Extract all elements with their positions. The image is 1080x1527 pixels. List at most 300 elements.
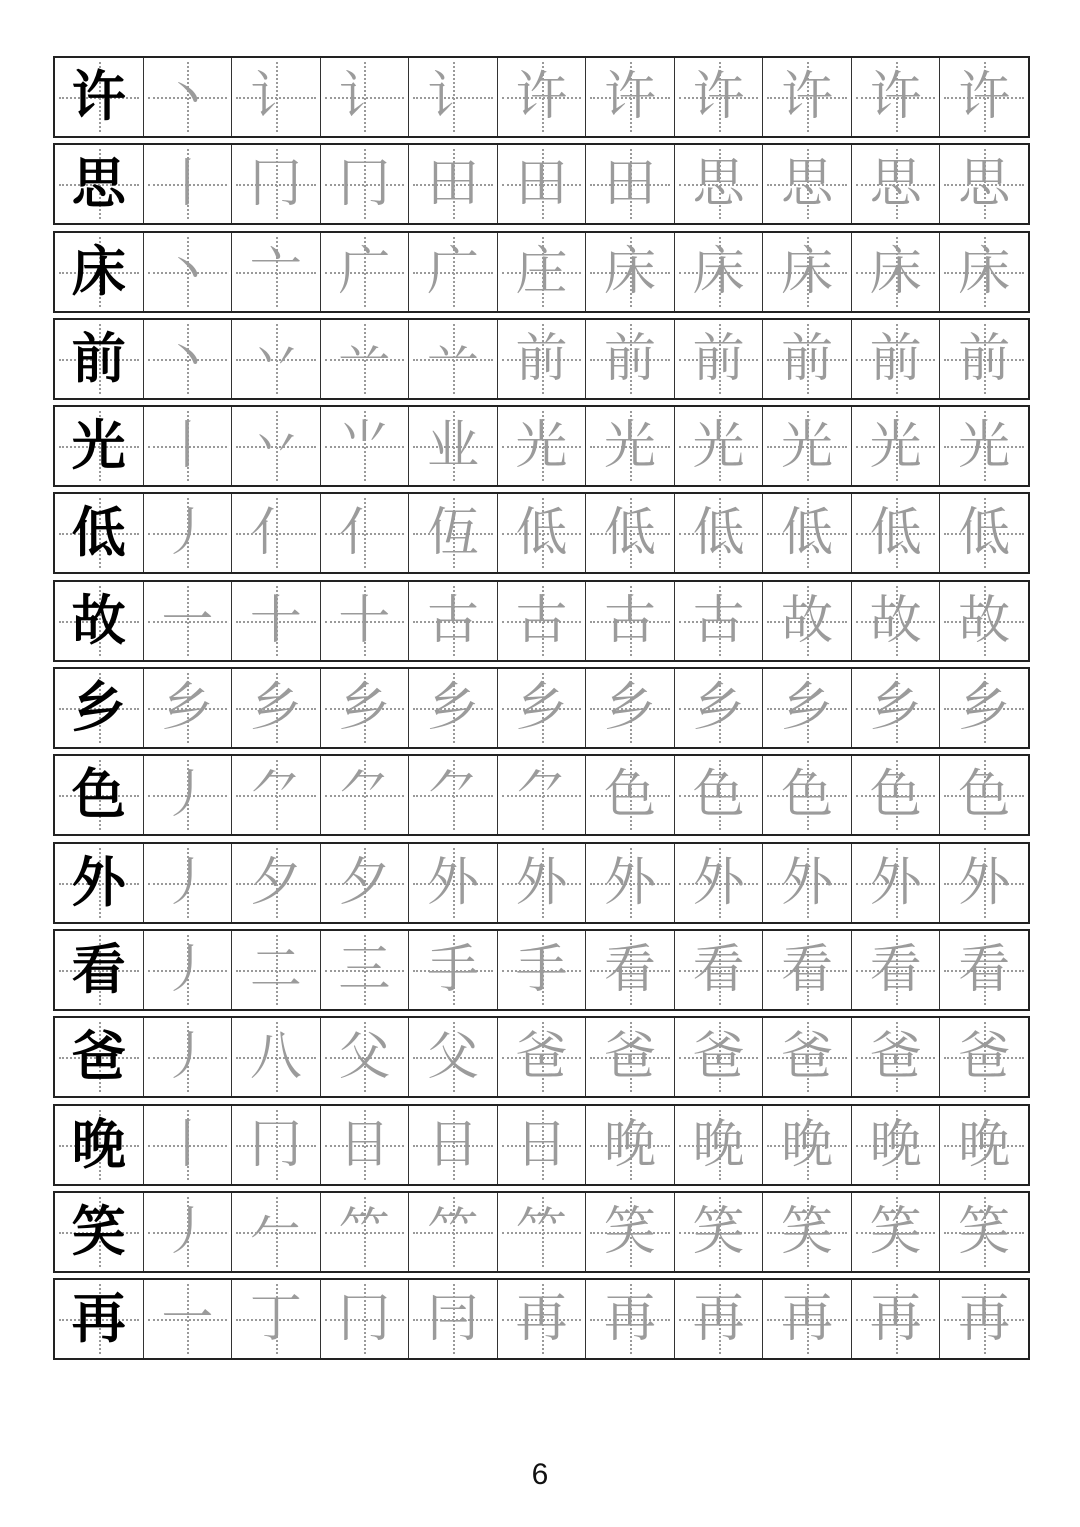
stroke-order-cell [852,582,941,660]
stroke-step-character: 外 [426,852,479,913]
stroke-order-cell [144,1018,233,1096]
stroke-step-character: 田 [604,154,657,215]
stroke-order-cell [852,844,941,922]
stroke-step-character: 乡 [249,678,302,739]
stroke-order-cell [675,145,764,223]
stroke-order-cell [498,494,587,572]
stroke-order-cell [144,407,233,485]
stroke-order-cell [586,1018,675,1096]
stroke-step-character: 色 [781,765,834,826]
stroke-order-cell [940,582,1028,660]
stroke-order-cell [763,756,852,834]
stroke-step-character: 看 [692,939,745,1000]
stroke-order-cell [409,233,498,311]
stroke-step-character: 日 [338,1114,391,1175]
stroke-order-cell [586,145,675,223]
stroke-order-cell [498,1106,587,1184]
stroke-step-character: 光 [604,416,657,477]
model-character-cell [55,1193,144,1271]
stroke-order-cell [940,145,1028,223]
stroke-order-cell [763,931,852,1009]
stroke-step-character: 丨 [161,154,214,215]
stroke-step-character: 光 [515,416,568,477]
stroke-step-character: 笑 [692,1201,745,1262]
stroke-order-cell [498,58,587,136]
stroke-step-character: 讠 [338,67,391,127]
stroke-step-character: 再 [692,1289,745,1350]
stroke-order-cell [232,407,321,485]
stroke-order-cell [675,1106,764,1184]
stroke-order-cell [675,931,764,1009]
stroke-order-cell [586,1280,675,1358]
stroke-order-cell [940,931,1028,1009]
stroke-order-cell [852,669,941,747]
model-character: 前 [71,326,126,390]
stroke-step-character: 丿 [161,765,214,826]
stroke-step-character: 亻 [249,503,302,564]
stroke-step-character: ⺈ [249,765,302,826]
stroke-order-cell [232,58,321,136]
stroke-order-cell [852,407,941,485]
stroke-step-character: 庄 [515,241,568,302]
stroke-order-cell [763,58,852,136]
stroke-step-character: 晚 [781,1114,834,1175]
stroke-order-cell [763,494,852,572]
stroke-order-cell [940,407,1028,485]
stroke-step-character: 再 [604,1289,657,1350]
stroke-step-character: 思 [958,154,1011,215]
practice-row [53,405,1030,487]
stroke-step-character: 讠 [426,67,479,127]
stroke-step-character: 爸 [604,1027,657,1088]
stroke-order-cell [409,582,498,660]
stroke-step-character: 乡 [515,678,568,739]
stroke-step-character: 乡 [161,678,214,739]
stroke-step-character: 低 [604,503,657,564]
stroke-order-cell [321,1193,410,1271]
stroke-order-cell [675,1193,764,1271]
stroke-step-character: 古 [515,590,568,651]
stroke-order-cell [409,1018,498,1096]
model-character: 许 [71,65,126,128]
practice-row [53,580,1030,662]
stroke-order-cell [232,494,321,572]
model-character-cell [55,145,144,223]
stroke-order-cell [232,756,321,834]
stroke-step-character: 爸 [515,1027,568,1088]
stroke-step-character: ⺮ [338,1201,391,1262]
practice-row [53,231,1030,313]
practice-row [53,1016,1030,1098]
stroke-step-character: 床 [869,241,922,302]
stroke-step-character: ⺮ [515,1201,568,1262]
stroke-step-character: 夕 [249,852,302,913]
stroke-order-cell [232,844,321,922]
stroke-step-character: 丨 [161,1114,214,1175]
stroke-order-cell [940,844,1028,922]
stroke-step-character: 再 [869,1289,922,1350]
stroke-step-character: 看 [604,939,657,1000]
stroke-step-character: 冂 [249,154,302,215]
stroke-step-character: 古 [426,590,479,651]
stroke-step-character: 䒑 [338,328,391,389]
stroke-step-character: 再 [781,1289,834,1350]
stroke-step-character: 许 [869,67,922,127]
stroke-step-character: 爸 [781,1027,834,1088]
stroke-step-character: 夕 [338,852,391,913]
stroke-step-character: 笑 [958,1201,1011,1262]
stroke-order-cell [321,582,410,660]
stroke-order-cell [409,931,498,1009]
model-character: 看 [71,937,126,1001]
stroke-step-character: 二 [249,939,302,1000]
stroke-step-character: 外 [692,852,745,913]
stroke-step-character: 亻 [338,503,391,564]
stroke-order-cell [675,233,764,311]
stroke-order-cell [763,1193,852,1271]
stroke-order-cell [852,233,941,311]
stroke-order-cell [763,407,852,485]
stroke-step-character: 前 [958,328,1011,389]
stroke-step-character: 前 [869,328,922,389]
stroke-order-cell [498,931,587,1009]
model-character-cell [55,669,144,747]
model-character-cell [55,1018,144,1096]
stroke-step-character: 乡 [781,678,834,739]
stroke-order-cell [498,145,587,223]
stroke-order-cell [144,582,233,660]
stroke-order-cell [675,1280,764,1358]
stroke-order-cell [232,1193,321,1271]
model-character: 爸 [71,1025,126,1089]
practice-row [53,842,1030,924]
stroke-step-character: 看 [781,939,834,1000]
stroke-order-cell [498,233,587,311]
stroke-order-cell [409,1280,498,1358]
stroke-step-character: 乡 [958,678,1011,739]
stroke-order-cell [586,58,675,136]
stroke-order-cell [498,1280,587,1358]
stroke-step-character: 一 [161,590,214,651]
stroke-step-character: ⺌ [338,416,391,477]
practice-row [53,1104,1030,1186]
stroke-order-cell [144,494,233,572]
stroke-order-cell [498,1193,587,1271]
stroke-order-cell [144,1106,233,1184]
model-character-cell [55,931,144,1009]
stroke-step-character: 乡 [338,678,391,739]
stroke-step-character: 许 [604,67,657,127]
model-character: 笑 [71,1199,126,1263]
stroke-step-character: 古 [692,590,745,651]
stroke-step-character: 色 [604,765,657,826]
stroke-order-cell [144,669,233,747]
stroke-step-character: 𠂉 [249,1201,302,1262]
stroke-step-character: 床 [692,241,745,302]
stroke-step-character: 乡 [426,678,479,739]
stroke-step-character: 光 [869,416,922,477]
stroke-step-character: 丨 [161,416,214,477]
stroke-order-cell [232,582,321,660]
stroke-step-character: 冃 [426,1289,479,1350]
model-character: 乡 [71,676,126,740]
stroke-order-cell [144,320,233,398]
stroke-step-character: 亠 [249,241,302,302]
stroke-order-cell [675,844,764,922]
stroke-order-cell [586,233,675,311]
stroke-order-cell [940,1193,1028,1271]
stroke-step-character: 看 [869,939,922,1000]
stroke-order-cell [144,844,233,922]
model-character-cell [55,582,144,660]
model-character: 外 [71,850,126,914]
stroke-order-cell [675,494,764,572]
stroke-order-cell [586,320,675,398]
stroke-order-cell [409,1106,498,1184]
stroke-step-character: 䒑 [426,328,479,389]
practice-row [53,667,1030,749]
stroke-step-character: 思 [869,154,922,215]
stroke-step-character: 许 [958,67,1011,127]
stroke-step-character: 看 [958,939,1011,1000]
model-character: 故 [71,588,126,652]
stroke-step-character: 广 [338,241,391,302]
stroke-order-cell [763,1280,852,1358]
stroke-order-cell [232,669,321,747]
stroke-order-cell [321,1106,410,1184]
stroke-step-character: 日 [426,1114,479,1175]
stroke-step-character: 光 [692,416,745,477]
stroke-step-character: 古 [604,590,657,651]
stroke-order-cell [321,756,410,834]
stroke-step-character: 八 [249,1027,302,1088]
stroke-step-character: 乡 [869,678,922,739]
stroke-step-character: 仾 [426,503,479,564]
stroke-step-character: 爸 [869,1027,922,1088]
stroke-order-cell [321,844,410,922]
stroke-step-character: 思 [781,154,834,215]
stroke-step-character: 外 [869,852,922,913]
stroke-step-character: 一 [161,1289,214,1350]
stroke-step-character: ⺮ [426,1201,479,1262]
stroke-order-cell [763,1106,852,1184]
stroke-step-character: 丶 [161,67,214,127]
stroke-order-cell [232,320,321,398]
stroke-step-character: ⺈ [515,765,568,826]
stroke-order-cell [409,407,498,485]
stroke-step-character: 床 [604,241,657,302]
stroke-order-cell [586,407,675,485]
stroke-step-character: 晚 [869,1114,922,1175]
stroke-step-character: 十 [249,590,302,651]
stroke-order-cell [586,756,675,834]
stroke-step-character: 外 [515,852,568,913]
stroke-order-cell [409,1193,498,1271]
stroke-step-character: 父 [426,1027,479,1088]
stroke-order-cell [321,58,410,136]
stroke-order-cell [321,669,410,747]
stroke-step-character: 乡 [692,678,745,739]
stroke-step-character: 晚 [604,1114,657,1175]
stroke-step-character: 丿 [161,852,214,913]
stroke-order-cell [675,1018,764,1096]
stroke-order-cell [763,582,852,660]
stroke-order-cell [232,1106,321,1184]
stroke-order-cell [586,494,675,572]
stroke-order-cell [852,1106,941,1184]
stroke-step-character: 晚 [958,1114,1011,1175]
stroke-order-cell [763,320,852,398]
model-character-cell [55,233,144,311]
stroke-order-cell [144,233,233,311]
stroke-step-character: 爸 [692,1027,745,1088]
stroke-order-cell [498,582,587,660]
model-character-cell [55,756,144,834]
stroke-step-character: 丷 [249,416,302,477]
stroke-order-cell [940,494,1028,572]
stroke-step-character: 乡 [604,678,657,739]
stroke-order-cell [940,1106,1028,1184]
stroke-order-cell [409,494,498,572]
stroke-step-character: 低 [958,503,1011,564]
stroke-order-cell [144,58,233,136]
stroke-order-cell [763,233,852,311]
stroke-step-character: 手 [515,939,568,1000]
stroke-order-cell [763,669,852,747]
stroke-order-cell [144,931,233,1009]
stroke-order-cell [321,233,410,311]
practice-row [53,929,1030,1011]
stroke-order-cell [675,320,764,398]
stroke-step-character: 前 [781,328,834,389]
stroke-step-character: 冂 [338,154,391,215]
stroke-step-character: 外 [781,852,834,913]
stroke-step-character: 手 [426,939,479,1000]
stroke-order-cell [498,320,587,398]
model-character: 思 [71,152,126,216]
stroke-step-character: 三 [338,939,391,1000]
stroke-order-cell [852,145,941,223]
stroke-order-cell [409,58,498,136]
stroke-step-character: 色 [958,765,1011,826]
stroke-step-character: 田 [426,154,479,215]
stroke-order-cell [498,1018,587,1096]
stroke-step-character: 笑 [781,1201,834,1262]
stroke-order-cell [675,756,764,834]
stroke-order-cell [321,320,410,398]
stroke-order-cell [409,844,498,922]
stroke-step-character: 再 [515,1289,568,1350]
stroke-step-character: 丶 [161,241,214,302]
stroke-step-character: 再 [958,1289,1011,1350]
stroke-step-character: 前 [604,328,657,389]
stroke-step-character: 故 [781,590,834,651]
practice-row [53,754,1030,836]
stroke-order-cell [852,1193,941,1271]
stroke-step-character: 讠 [249,67,302,127]
stroke-step-character: 十 [338,590,391,651]
stroke-order-cell [498,844,587,922]
stroke-step-character: 丿 [161,1201,214,1262]
stroke-step-character: 田 [515,154,568,215]
stroke-order-cell [586,582,675,660]
stroke-order-cell [586,669,675,747]
practice-row [53,492,1030,574]
stroke-order-cell [940,1280,1028,1358]
model-character: 再 [71,1287,126,1351]
practice-row [53,1278,1030,1360]
model-character: 光 [71,414,126,478]
stroke-order-cell [321,1018,410,1096]
practice-row [53,318,1030,400]
model-character-cell [55,320,144,398]
model-character-cell [55,58,144,136]
stroke-order-cell [763,1018,852,1096]
stroke-order-cell [586,1106,675,1184]
stroke-order-cell [852,320,941,398]
stroke-order-cell [675,669,764,747]
stroke-order-cell [409,145,498,223]
stroke-order-cell [852,931,941,1009]
stroke-order-cell [852,1280,941,1358]
stroke-step-character: 思 [692,154,745,215]
stroke-step-character: 广 [426,241,479,302]
stroke-step-character: 前 [692,328,745,389]
stroke-order-cell [232,1280,321,1358]
stroke-step-character: 许 [781,67,834,127]
stroke-step-character: 冂 [338,1289,391,1350]
stroke-step-character: 前 [515,328,568,389]
stroke-step-character: 笑 [869,1201,922,1262]
stroke-order-cell [852,1018,941,1096]
stroke-order-cell [144,1280,233,1358]
stroke-order-cell [940,233,1028,311]
stroke-step-character: 爸 [958,1027,1011,1088]
practice-row [53,56,1030,138]
model-character: 床 [71,239,126,303]
stroke-order-cell [144,145,233,223]
stroke-order-cell [409,669,498,747]
stroke-order-cell [586,1193,675,1271]
stroke-step-character: 笑 [604,1201,657,1262]
stroke-order-cell [232,233,321,311]
stroke-order-cell [763,145,852,223]
stroke-order-cell [852,494,941,572]
model-character: 晚 [71,1112,126,1176]
stroke-step-character: 丿 [161,1027,214,1088]
stroke-order-cell [940,320,1028,398]
practice-row [53,143,1030,225]
stroke-step-character: 冂 [249,1114,302,1175]
stroke-order-cell [144,756,233,834]
stroke-order-cell [586,931,675,1009]
stroke-step-character: 低 [692,503,745,564]
model-character-cell [55,844,144,922]
stroke-order-cell [852,756,941,834]
stroke-order-cell [232,931,321,1009]
stroke-step-character: 外 [958,852,1011,913]
stroke-order-cell [321,145,410,223]
stroke-order-cell [675,582,764,660]
model-character-cell [55,1280,144,1358]
stroke-step-character: 色 [692,765,745,826]
practice-row [53,1191,1030,1273]
stroke-step-character: 床 [781,241,834,302]
stroke-step-character: 光 [781,416,834,477]
stroke-step-character: 丁 [249,1289,302,1350]
stroke-order-cell [321,494,410,572]
stroke-order-cell [940,756,1028,834]
